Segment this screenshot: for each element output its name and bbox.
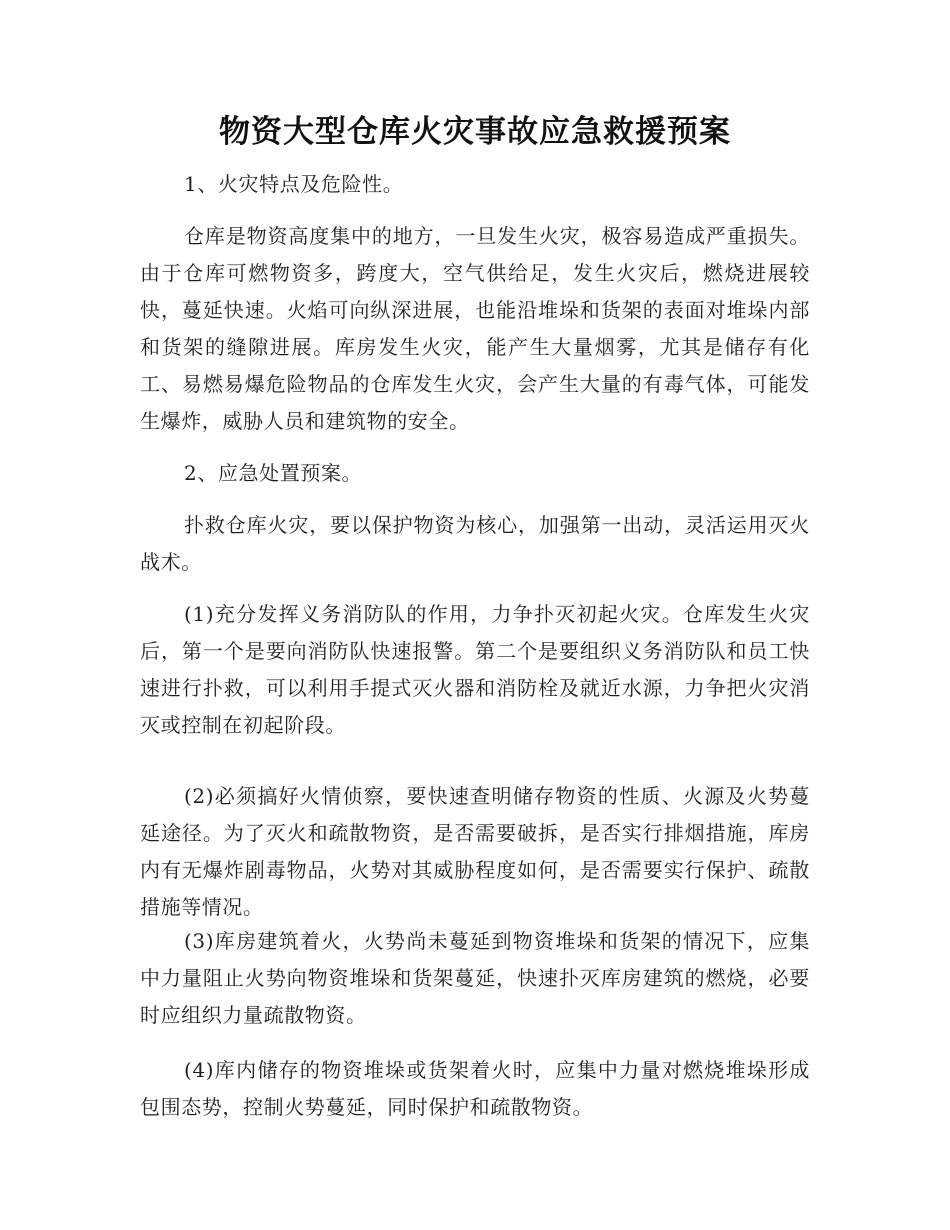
- paragraph-measure-1: (1)充分发挥义务消防队的作用，力争扑灭初起火灾。仓库发生火灾后，第一个是要向消防队快速报警。第二个是要组织义务消防队和员工快速进行扑救，可以利用手提式灭火器和消防栓及就近水源，力争把火灾消灭或控制在初起阶段。: [140, 602, 810, 737]
- document-title: 物资大型仓库火灾事故应急救援预案: [219, 114, 731, 150]
- paragraph-warehouse-fire-risk: 仓库是物资高度集中的地方，一旦发生火灾，极容易造成严重损失。由于仓库可燃物资多，跨度大，空气供给足，发生火灾后，燃烧进展较快，蔓延快速。火焰可向纵深进展，也能沿堆垛和货架的表面对堆垛内部和货架的缝隙进展。库房发生火灾，能产生大量烟雾，尤其是储存有化工、易燃易爆危险物品的仓库发生火灾，会产生大量的有毒气体，可能发生爆炸，威胁人员和建筑物的安全。: [140, 224, 810, 433]
- paragraph-measure-2: (2)必须搞好火情侦察，要快速查明储存物资的性质、火源及火势蔓延途径。为了灭火和疏散物资，是否需要破拆，是否实行排烟措施，库房内有无爆炸剧毒物品，火势对其威胁程度如何，是否需要实行保护、疏散措施等情况。: [140, 784, 810, 919]
- paragraph-firefighting-principle: 扑救仓库火灾，要以保护物资为核心，加强第一出动，灵活运用灭火战术。: [140, 513, 810, 574]
- paragraph-measure-4: (4)库内储存的物资堆垛或货架着火时，应集中力量对燃烧堆垛形成包围态势，控制火势蔓延，同时保护和疏散物资。: [140, 1058, 810, 1119]
- paragraph-measure-3: (3)库房建筑着火，火势尚未蔓延到物资堆垛和货架的情况下，应集中力量阻止火势向物资堆垛和货架蔓延，快速扑灭库房建筑的燃烧，必要时应组织力量疏散物资。: [140, 929, 810, 1027]
- section-heading-emergency-plan: 2、应急处置预案。: [184, 461, 363, 485]
- section-heading-fire-characteristics: 1、火灾特点及危险性。: [184, 172, 404, 196]
